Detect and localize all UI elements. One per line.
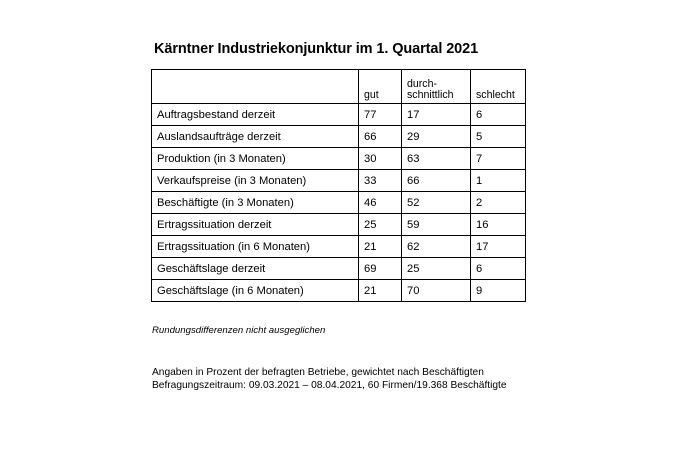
cell-durchschnittlich: 62 (402, 236, 471, 258)
table-row (152, 170, 526, 192)
table-row (152, 104, 526, 126)
cell-gut: 46 (359, 192, 402, 214)
cell-durchschnittlich: 59 (402, 214, 471, 236)
cell-gut: 25 (359, 214, 402, 236)
row-label: Geschäftslage derzeit (152, 258, 359, 280)
table-row (152, 126, 526, 148)
cell-schlecht: 2 (471, 192, 526, 214)
cell-gut: 69 (359, 258, 402, 280)
survey-table (151, 69, 526, 302)
table-row (152, 148, 526, 170)
header-durchschnittlich: durch- schnittlich (402, 70, 471, 104)
cell-gut: 21 (359, 236, 402, 258)
table-body (152, 104, 526, 302)
cell-gut: 30 (359, 148, 402, 170)
header-gut: gut (359, 70, 402, 104)
table-row (152, 258, 526, 280)
cell-schlecht: 6 (471, 258, 526, 280)
cell-durchschnittlich: 70 (402, 280, 471, 302)
cell-gut: 21 (359, 280, 402, 302)
cell-schlecht: 7 (471, 148, 526, 170)
cell-schlecht: 6 (471, 104, 526, 126)
cell-schlecht: 9 (471, 280, 526, 302)
cell-schlecht: 1 (471, 170, 526, 192)
cell-schlecht: 17 (471, 236, 526, 258)
cell-durchschnittlich: 52 (402, 192, 471, 214)
cell-schlecht: 5 (471, 126, 526, 148)
cell-gut: 77 (359, 104, 402, 126)
source-line-weighting: Angaben in Prozent der befragten Betriebe, gewichtet nach Beschäftigten (152, 367, 484, 378)
cell-durchschnittlich: 66 (402, 170, 471, 192)
cell-schlecht: 16 (471, 214, 526, 236)
cell-durchschnittlich: 63 (402, 148, 471, 170)
row-label: Produktion (in 3 Monaten) (152, 148, 359, 170)
row-label: Geschäftslage (in 6 Monaten) (152, 280, 359, 302)
row-label: Auslandsaufträge derzeit (152, 126, 359, 148)
table-row (152, 236, 526, 258)
page-title: Kärntner Industriekonjunktur im 1. Quartal 2021 (154, 41, 479, 57)
row-label: Ertragssituation (in 6 Monaten) (152, 236, 359, 258)
row-label: Auftragsbestand derzeit (152, 104, 359, 126)
cell-gut: 33 (359, 170, 402, 192)
table-row (152, 192, 526, 214)
source-info (152, 366, 507, 392)
cell-durchschnittlich: 29 (402, 126, 471, 148)
table-row (152, 214, 526, 236)
row-label: Ertragssituation derzeit (152, 214, 359, 236)
row-label: Beschäftigte (in 3 Monaten) (152, 192, 359, 214)
header-schlecht: schlecht (471, 70, 526, 104)
source-line-period: Befragungszeitraum: 09.03.2021 – 08.04.2021, 60 Firmen/19.368 Beschäftigte (152, 380, 507, 391)
cell-durchschnittlich: 17 (402, 104, 471, 126)
header-label-column (152, 70, 359, 104)
cell-durchschnittlich: 25 (402, 258, 471, 280)
table-header-row (152, 70, 526, 104)
row-label: Verkaufspreise (in 3 Monaten) (152, 170, 359, 192)
table-row (152, 280, 526, 302)
rounding-note: Rundungsdifferenzen nicht ausgeglichen (152, 325, 326, 336)
cell-gut: 66 (359, 126, 402, 148)
